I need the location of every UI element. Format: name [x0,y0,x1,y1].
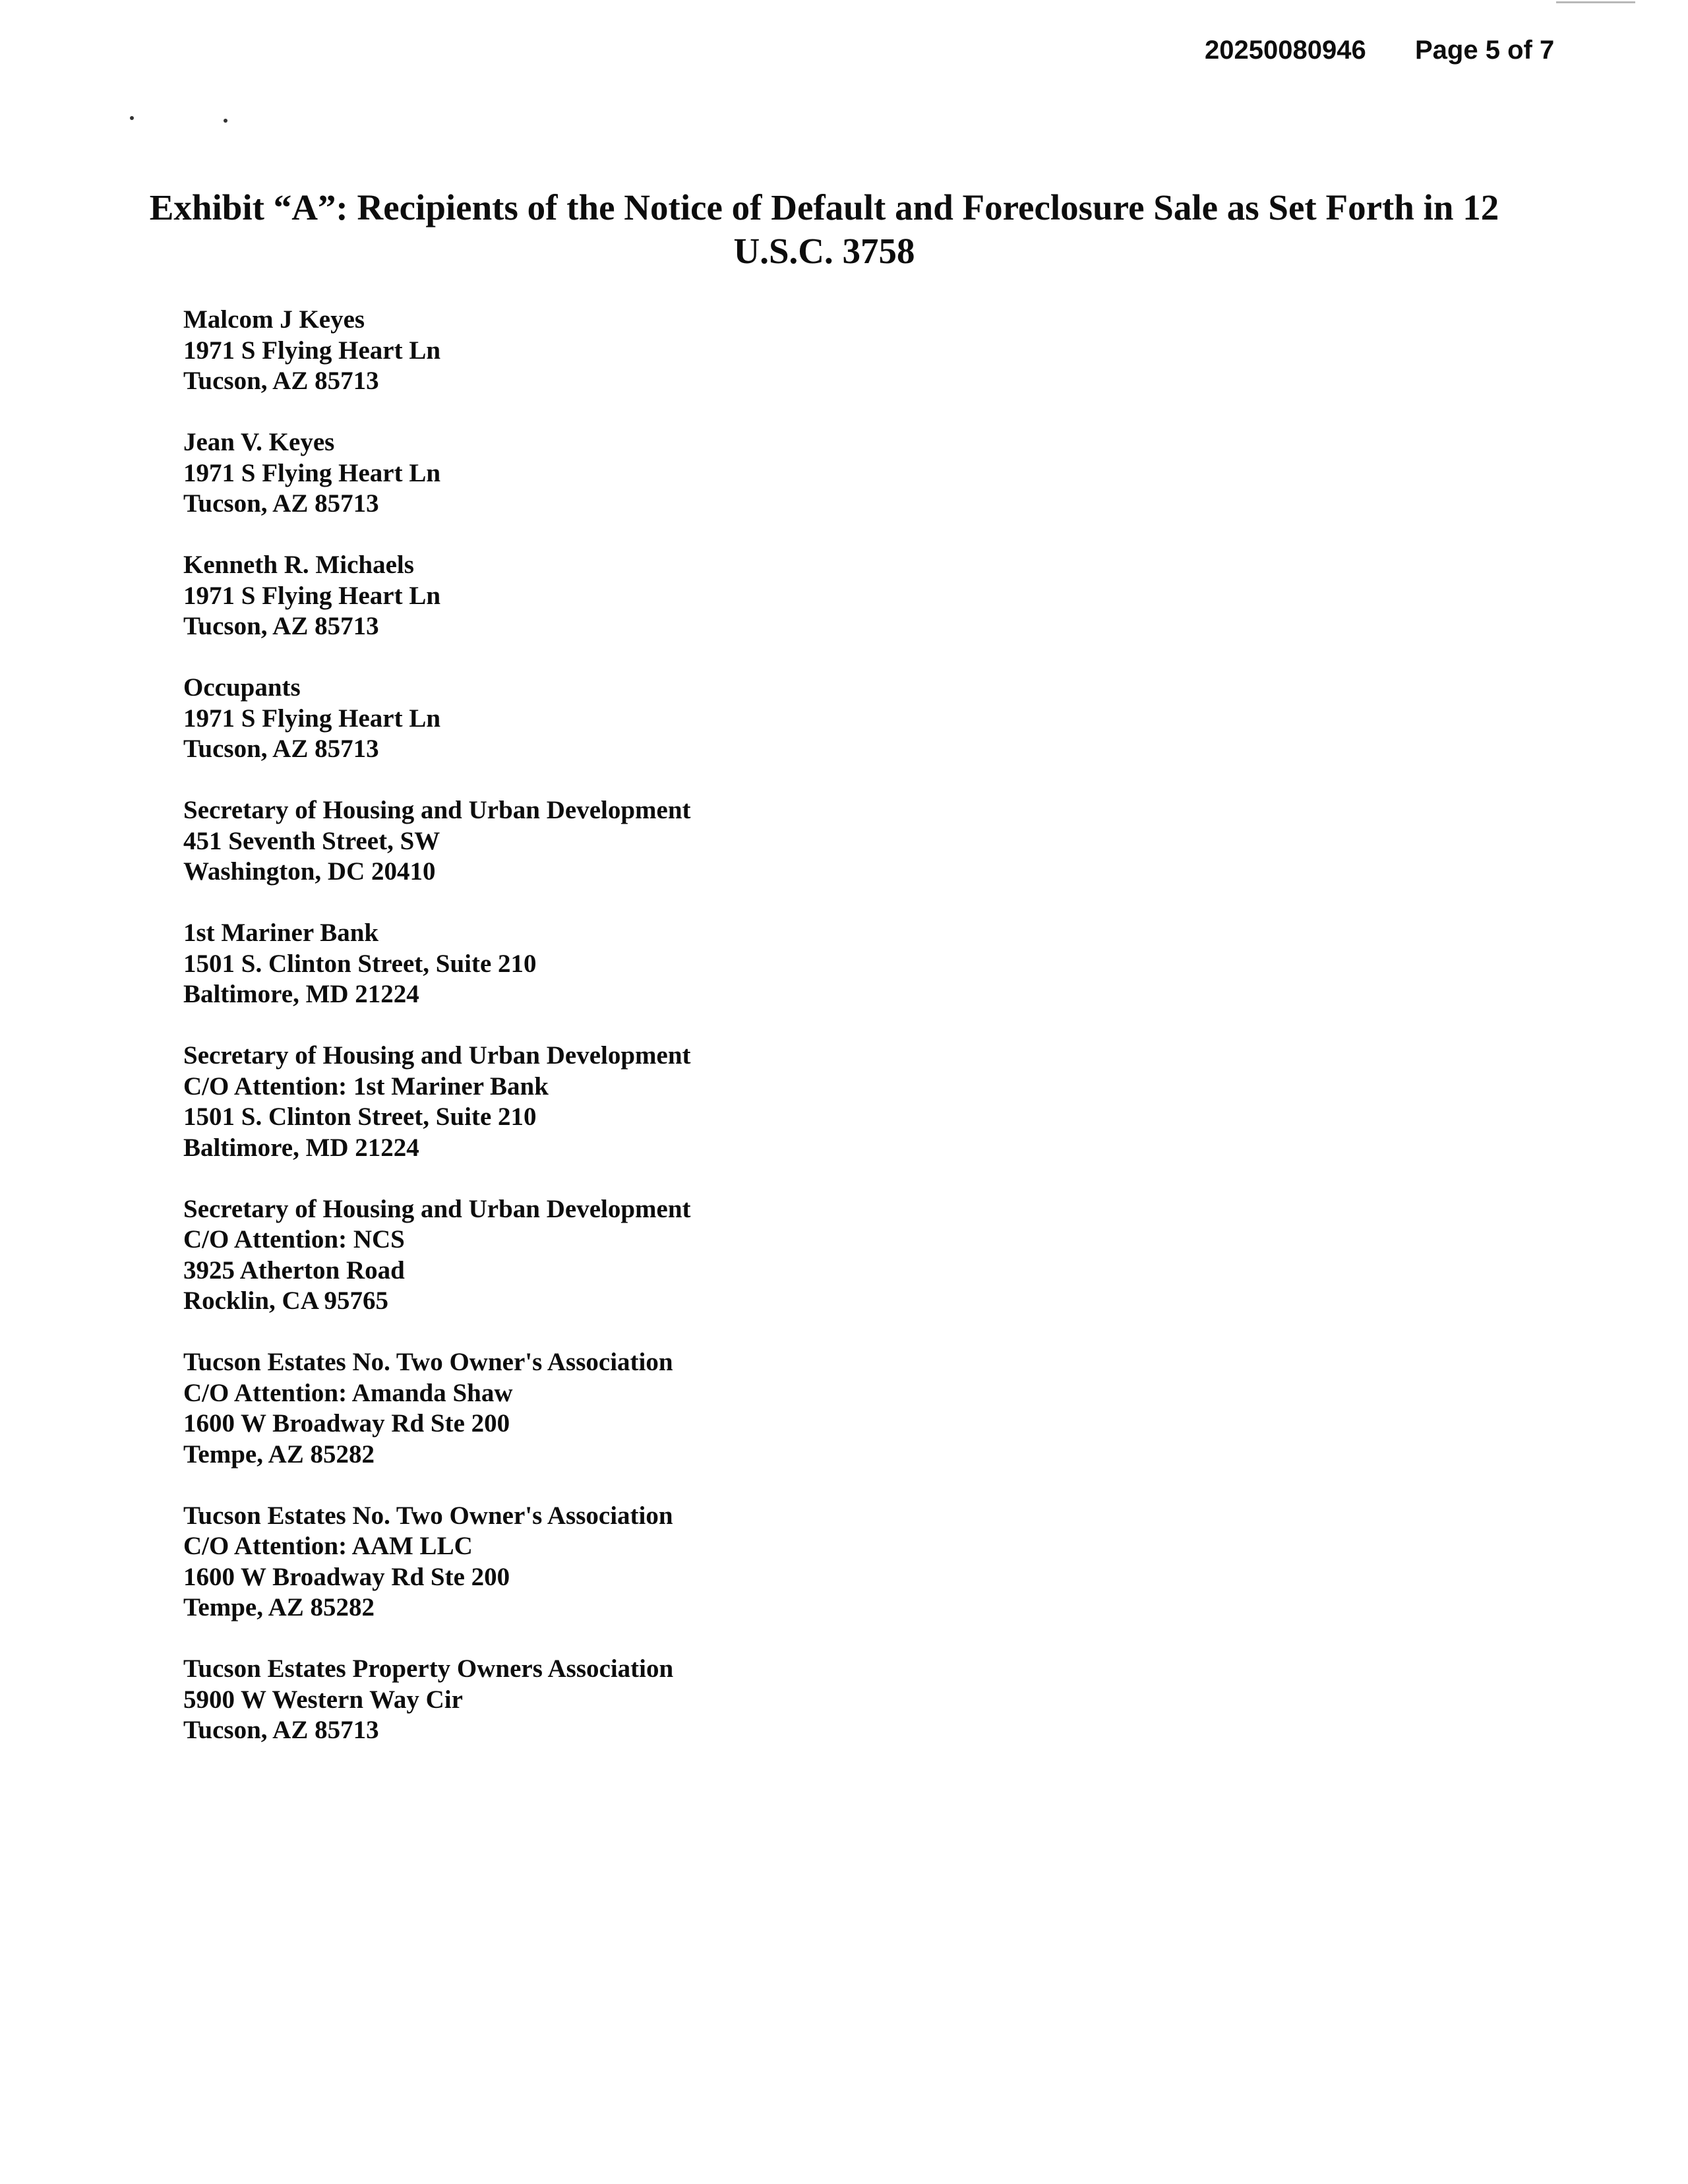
recipient-address-line: Rocklin, CA 95765 [183,1287,388,1315]
recipient-address-line: 451 Seventh Street, SW [183,826,440,855]
scan-speck [130,116,134,120]
scan-speck [224,119,227,123]
recipient-name: Tucson Estates No. Two Owner's Association [183,1501,673,1530]
recipient-address-line: Tempe, AZ 85282 [183,1593,375,1622]
recipient-address-line: Tucson, AZ 85713 [183,1716,379,1744]
recipient-address-block [183,427,1106,520]
recipient-name: Tucson Estates Property Owners Association [183,1654,674,1683]
recipient-name: Malcom J Keyes [183,305,365,334]
recipient-name: Secretary of Housing and Urban Development [183,1194,691,1223]
recipient-address-line: Tucson, AZ 85713 [183,367,379,395]
recipient-address-block [183,1347,1106,1470]
recipient-address-line: 5900 W Western Way Cir [183,1685,463,1714]
recipient-address-line: Tucson, AZ 85713 [183,735,379,763]
recipient-address-line: 1971 S Flying Heart Ln [183,704,441,733]
exhibit-title: Exhibit “A”: Recipients of the Notice of Default and Foreclosure Sale as Set Forth in 12 U.S.C. 3758 [149,187,1499,271]
recipient-name: Secretary of Housing and Urban Development [183,1041,691,1070]
recipient-address-line: 1501 S. Clinton Street, Suite 210 [183,1103,537,1131]
recipient-address-block [183,1501,1106,1623]
recipient-name: Tucson Estates No. Two Owner's Association [183,1348,673,1376]
recipient-address-line: C/O Attention: AAM LLC [183,1532,473,1560]
recipient-address-line: Baltimore, MD 21224 [183,1133,419,1162]
recipient-address-line: C/O Attention: NCS [183,1225,405,1254]
recipient-name: Kenneth R. Michaels [183,551,414,579]
recipient-address-line: Washington, DC 20410 [183,857,436,886]
recipient-name: 1st Mariner Bank [183,919,379,947]
recipient-address-line: Tempe, AZ 85282 [183,1440,375,1469]
recipient-address-line: 3925 Atherton Road [183,1256,405,1285]
recipient-address-line: 1971 S Flying Heart Ln [183,458,441,487]
recipient-list [183,305,1106,1776]
scan-edge-line [1556,1,1635,3]
recipient-address-line: Tucson, AZ 85713 [183,489,379,518]
recipient-name: Jean V. Keyes [183,428,335,456]
recipient-address-block [183,1654,1106,1746]
recipient-address-block [183,673,1106,765]
page-header [1174,32,1569,69]
recipient-name: Secretary of Housing and Urban Development [183,796,691,824]
page-number: Page 5 of 7 [1415,36,1555,65]
recipient-address-line: 1600 W Broadway Rd Ste 200 [183,1409,510,1438]
recipient-address-block [183,1041,1106,1163]
recipient-address-block [183,1194,1106,1317]
recipient-address-line: C/O Attention: 1st Mariner Bank [183,1072,549,1101]
recipient-address-block [183,918,1106,1010]
recipient-address-line: 1501 S. Clinton Street, Suite 210 [183,949,537,978]
recipient-address-line: Tucson, AZ 85713 [183,612,379,640]
recipient-address-line: 1971 S Flying Heart Ln [183,581,441,610]
recipient-address-block [183,550,1106,642]
recipient-address-block [183,795,1106,888]
recipient-address-line: Baltimore, MD 21224 [183,980,419,1008]
document-number: 20250080946 [1205,36,1366,65]
recipient-name: Occupants [183,673,301,702]
recipient-address-line: 1600 W Broadway Rd Ste 200 [183,1562,510,1591]
recipient-address-line: C/O Attention: Amanda Shaw [183,1378,513,1407]
recipient-address-line: 1971 S Flying Heart Ln [183,336,441,365]
recipient-address-block [183,305,1106,397]
